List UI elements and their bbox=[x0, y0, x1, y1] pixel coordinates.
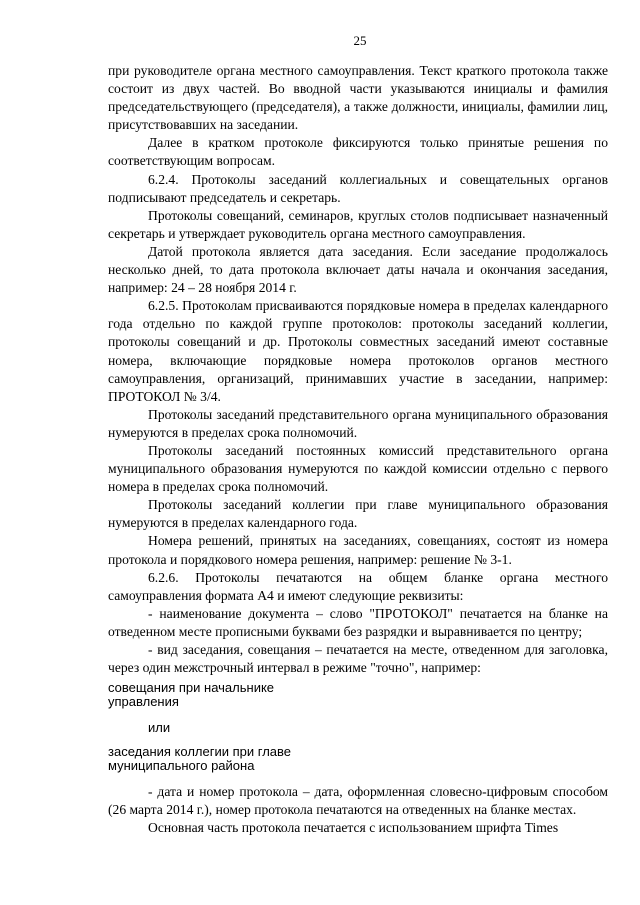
paragraph: Протоколы совещаний, семинаров, круглых столов подписывает назначенный секретарь и утверждает руководитель органа местного самоуправления. bbox=[108, 207, 608, 241]
paragraph: при руководителе органа местного самоуправления. Текст краткого протокола также состоит из двух частей. Во вводной части указываются инициалы и фамилия председательствующего (председателя), а также должности, инициалы, фамилии лиц, присутствовавших на заседании. bbox=[108, 63, 608, 133]
paragraph: Протоколы заседаний коллегии при главе муниципального образования нумеруются в пределах календарного года. bbox=[108, 497, 608, 531]
paragraph: Протоколы заседаний постоянных комиссий представительного органа муниципального образования нумеруются по каждой комиссии отдельно с первого номера в пределах срока полномочий. bbox=[108, 442, 608, 495]
or-label: или bbox=[148, 720, 171, 736]
example-line: управления bbox=[108, 694, 179, 710]
paragraph: 6.2.5. Протоколам присваиваются порядковые номера в пределах календарного года отдельно по каждой группе протоколов: протоколы заседаний коллегии, протоколы совещаний и др. Протоколы совместных заседаний имеют составные номера, включающие порядковые номера протоколов органов местного самоуправления, организаций, принимавших участие в заседании, например: ПРОТОКОЛ № 3/4. bbox=[108, 298, 608, 404]
example-line: муниципального района bbox=[108, 758, 255, 774]
paragraph: - вид заседания, совещания – печатается на месте, отведенном для заголовка, через один межстрочный интервал в режиме "точно", например: bbox=[108, 642, 608, 676]
paragraph: 6.2.4. Протоколы заседаний коллегиальных и совещательных органов подписывают председатель и секретарь. bbox=[108, 171, 608, 205]
paragraph: Номера решений, принятых на заседаниях, совещаниях, состоят из номера протокола и порядкового номера решения, например: решение № 3-1. bbox=[108, 533, 608, 567]
paragraph: Протоколы заседаний представительного органа муниципального образования нумеруются в пределах срока полномочий. bbox=[108, 406, 608, 440]
paragraph: Датой протокола является дата заседания. Если заседание продолжалось несколько дней, то дата протокола включает даты начала и окончания заседания, например: 24 – 28 ноября 2014 г. bbox=[108, 243, 608, 296]
paragraph: Далее в кратком протоколе фиксируются только принятые решения по соответствующим вопросам. bbox=[108, 135, 608, 169]
paragraph: Основная часть протокола печатается с использованием шрифта Times bbox=[148, 820, 559, 836]
paragraph: - дата и номер протокола – дата, оформленная словесно-цифровым способом (26 марта 2014 г.), номер протокола печатаются на отведенных на бланке местах. bbox=[108, 784, 608, 818]
example-line: заседания коллегии при главе bbox=[108, 744, 292, 760]
page-body bbox=[108, 62, 608, 837]
example-meeting-type-2 bbox=[108, 745, 608, 773]
page-number: 25 bbox=[353, 33, 367, 48]
paragraph: - наименование документа – слово "ПРОТОКОЛ" печатается на бланке на отведенном месте прописными буквами без разрядки и выравнивается по центру; bbox=[108, 605, 608, 639]
example-line: совещания при начальнике bbox=[108, 680, 275, 696]
paragraph: 6.2.6. Протоколы печатаются на общем бланке органа местного самоуправления формата А4 и имеют следующие реквизиты: bbox=[108, 569, 608, 603]
example-meeting-type-1 bbox=[108, 681, 608, 709]
